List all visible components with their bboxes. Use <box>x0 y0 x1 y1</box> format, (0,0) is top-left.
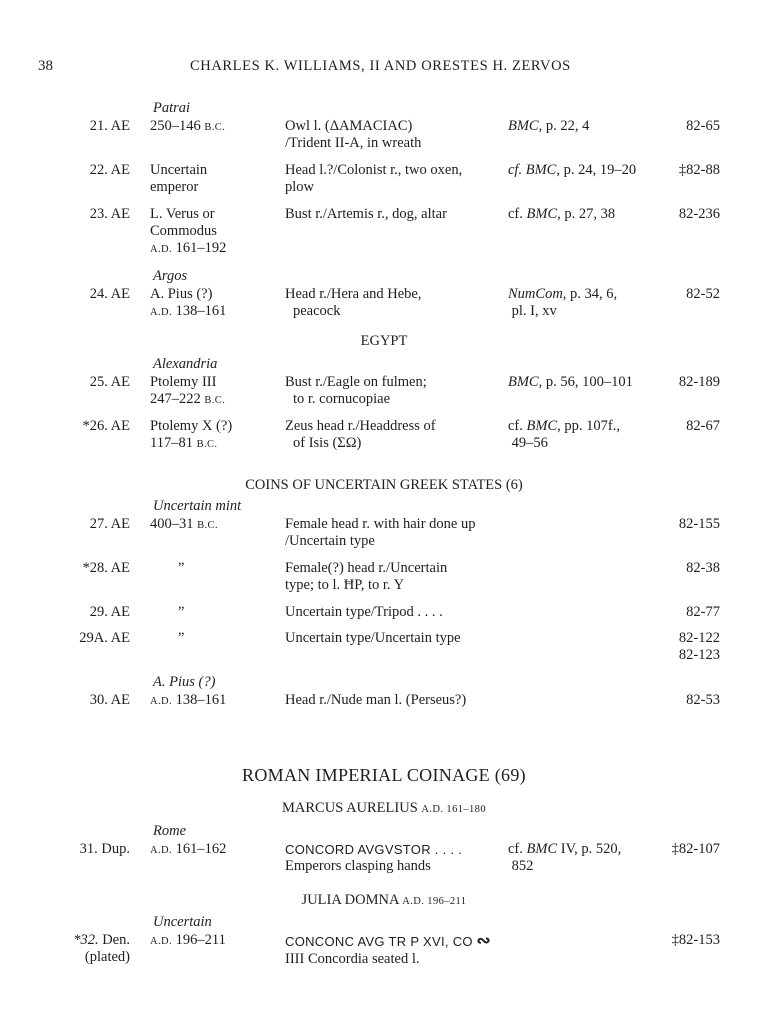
entry-description: Female(?) head r./Uncertain type; to l. ĦP, to r. Y <box>285 560 448 593</box>
mint-heading: Uncertain mint <box>153 498 242 514</box>
entry-date: 400–31 B.C. <box>150 516 218 532</box>
entry-date: Ptolemy III 247–222 B.C. <box>150 374 226 407</box>
page-number: 38 <box>38 58 53 74</box>
entry-description: Uncertain type/Uncertain type <box>285 630 461 646</box>
ditto-mark: ” <box>178 604 185 620</box>
entry-description: Uncertain type/Tripod . . . . <box>285 604 443 620</box>
mint-heading: Rome <box>153 823 187 839</box>
section-heading-roman-imperial: ROMAN IMPERIAL COINAGE (69) <box>242 765 526 785</box>
entry-inventory: ‡82-153 <box>671 932 720 948</box>
entry-number: *32. Den. (plated) <box>73 932 130 965</box>
entry-number: 31. Dup. <box>79 841 130 857</box>
entry-number: *26. AE <box>82 418 130 434</box>
mint-heading: A. Pius (?) <box>153 674 216 690</box>
entry-inventory: 82-77 <box>686 604 720 620</box>
entry-number: 24. AE <box>89 286 130 302</box>
entry-description: Zeus head r./Headdress of of Isis (ΣΩ) <box>285 418 436 451</box>
entry-number: 25. AE <box>89 374 130 390</box>
entry-inventory: 82-53 <box>686 692 720 708</box>
entry-description: CONCONC AVG TR P XVI, CO ∾ IIII Concordia seated l. <box>285 931 491 967</box>
running-head: CHARLES K. WILLIAMS, II AND ORESTES H. ZERVOS <box>190 58 571 74</box>
mint-heading: Alexandria <box>153 356 218 372</box>
entry-reference: cf. BMC, p. 27, 38 <box>508 206 616 222</box>
entry-date: 250–146 B.C. <box>150 118 226 134</box>
entry-description: Bust r./Artemis r., dog, altar <box>285 206 447 222</box>
entry-inventory: 82-38 <box>686 560 720 576</box>
entry-number: 29. AE <box>89 604 130 620</box>
entry-inventory: 82-189 <box>678 374 720 390</box>
entry-reference: BMC, p. 22, 4 <box>508 118 590 134</box>
entry-date: A.D. 138–161 <box>150 692 227 708</box>
entry-number: *28. AE <box>82 560 130 576</box>
entry-reference: cf. BMC IV, p. 520, 852 <box>508 841 622 874</box>
section-heading-egypt: EGYPT <box>360 333 408 349</box>
entry-inventory: 82-122 82-123 <box>678 630 720 663</box>
entry-reference: NumCom, p. 34, 6, pl. I, xv <box>508 286 618 319</box>
entry-inventory: 82-67 <box>686 418 720 434</box>
entry-inventory: ‡82-107 <box>671 841 720 857</box>
entry-number: 22. AE <box>89 162 130 178</box>
entry-inventory: 82-65 <box>686 118 720 134</box>
entry-reference: BMC, p. 56, 100–101 <box>508 374 633 390</box>
entry-reference: cf. BMC, p. 24, 19–20 <box>508 162 637 178</box>
entry-inventory: 82-236 <box>678 206 720 222</box>
entry-number: 27. AE <box>89 516 130 532</box>
entry-date: A.D. 161–162 <box>150 841 227 857</box>
ligature-glyph: ∾ <box>476 931 491 950</box>
subsection-heading-marcus-aurelius: MARCUS AURELIUS A.D. 161–180 <box>282 800 486 816</box>
entry-description: Head r./Nude man l. (Perseus?) <box>285 692 467 708</box>
entry-number: 30. AE <box>89 692 130 708</box>
entry-description: Female head r. with hair done up /Uncertain type <box>285 516 476 549</box>
entry-date: Ptolemy X (?) 117–81 B.C. <box>150 418 233 451</box>
mint-heading: Patrai <box>153 100 191 116</box>
entry-description: Bust r./Eagle on fulmen; to r. cornucopiae <box>285 374 427 407</box>
entry-date: Uncertain emperor <box>150 162 208 195</box>
entry-description: Head r./Hera and Hebe, peacock <box>285 286 422 319</box>
ditto-mark: ” <box>178 630 185 646</box>
entry-description: CONCORD AVGVSTOR . . . . Emperors clasping hands <box>285 842 463 874</box>
entry-number: 21. AE <box>89 118 130 134</box>
entry-number: 29A. AE <box>79 630 130 646</box>
mint-heading: Argos <box>153 268 188 284</box>
subsection-heading-julia-domna: JULIA DOMNA A.D. 196–211 <box>301 892 467 908</box>
entry-description: Head l.?/Colonist r., two oxen, plow <box>285 162 463 195</box>
section-heading-uncertain-greek: COINS OF UNCERTAIN GREEK STATES (6) <box>245 477 523 493</box>
entry-inventory: 82-155 <box>678 516 720 532</box>
entry-reference: cf. BMC, pp. 107f., 49–56 <box>508 418 620 451</box>
entry-date: L. Verus or Commodus A.D. 161–192 <box>150 206 227 256</box>
ditto-mark: ” <box>178 560 185 576</box>
entry-inventory: 82-52 <box>686 286 720 302</box>
entry-date: A.D. 196–211 <box>150 932 226 948</box>
entry-description: Owl l. (ΔAMACIAC) /Trident II-A, in wreath <box>285 118 422 151</box>
entry-date: A. Pius (?) A.D. 138–161 <box>150 286 227 319</box>
entry-number: 23. AE <box>89 206 130 222</box>
mint-heading: Uncertain <box>153 914 212 930</box>
entry-inventory: ‡82-88 <box>678 162 720 178</box>
